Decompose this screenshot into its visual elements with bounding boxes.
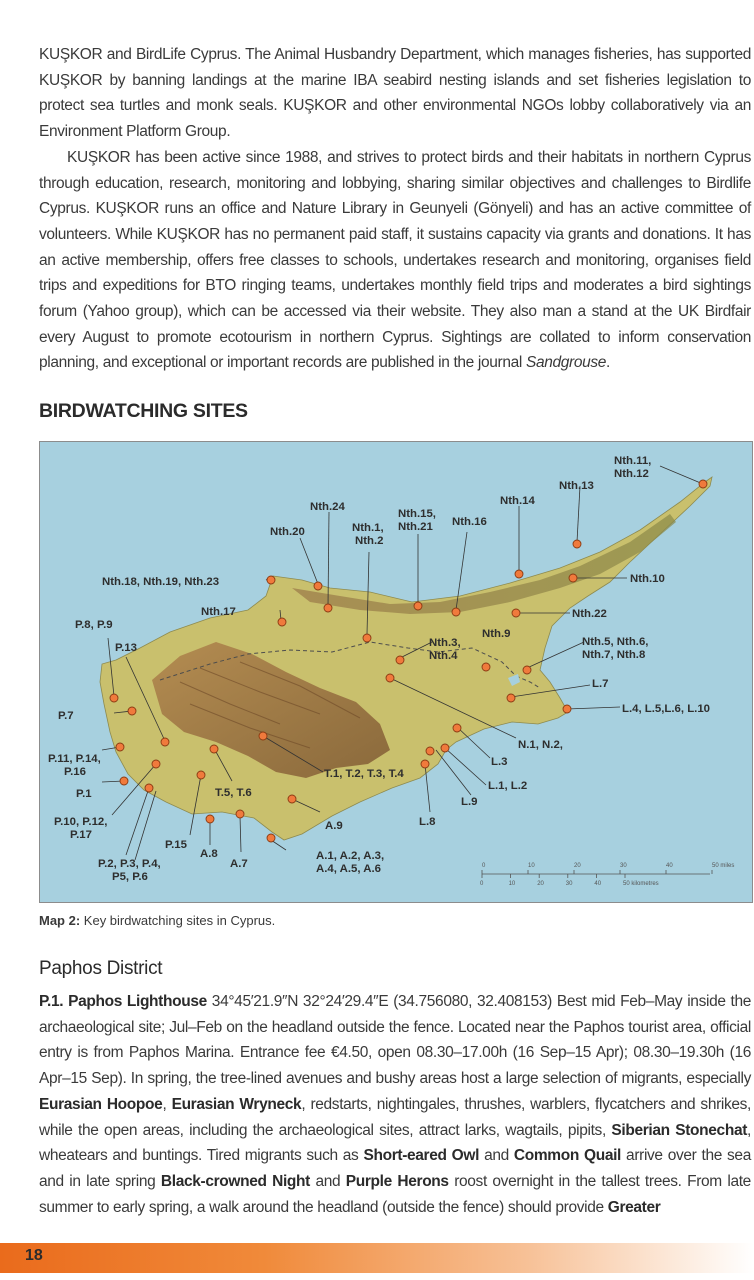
label-nth12: Nth.12: [614, 468, 649, 480]
label-t1: T.1, T.2, T.3, T.4: [324, 768, 404, 780]
label-nth3: Nth.3,: [429, 637, 461, 649]
species-wryneck: Eurasian Wryneck: [171, 1095, 302, 1113]
label-p10: P.10, P.12,: [54, 816, 108, 828]
label-a1: A.1, A.2, A.3,: [316, 850, 385, 862]
label-nth18: Nth.18, Nth.19, Nth.23: [102, 576, 220, 588]
scale-mile-label: 20: [574, 863, 581, 869]
site-text-4: and: [484, 1147, 509, 1165]
scale-bar: [480, 863, 734, 887]
label-n1: N.1, N.2,: [518, 739, 563, 751]
label-a8: A.8: [200, 848, 218, 860]
label-a7: A.7: [230, 858, 248, 870]
label-nth15: Nth.15,: [398, 508, 436, 520]
label-p11: P.11, P.14,: [48, 753, 101, 765]
intro-paragraph-1: KUŞKOR and BirdLife Cyprus. The Animal Husbandry Department, which manages fisheries, has supported KUŞKOR by banning landings at the marine IBA seabird nesting islands and set fisheries legislation to protect sea turtles and monk seals. KUŞKOR and other environmental NGOs lobby collaboratively via an Environment Platform Group.: [39, 46, 751, 141]
scale-mile-label: 40: [666, 863, 673, 869]
site-code: P.1.: [39, 993, 64, 1010]
label-l3: L.3: [491, 756, 508, 768]
label-nth1: Nth.1,: [352, 522, 384, 534]
label-l7: L.7: [592, 678, 609, 690]
label-nth24: Nth.24: [310, 501, 345, 513]
label-nth13: Nth.13: [559, 480, 594, 492]
label-l8: L.8: [419, 816, 436, 828]
label-nth4: Nth.4: [429, 650, 458, 662]
species-purple-heron: Purple Herons: [345, 1172, 449, 1190]
scale-km-label: 50 kilometres: [623, 881, 659, 887]
label-nth17: Nth.17: [201, 606, 236, 618]
label-p16: P.16: [64, 766, 86, 778]
caption-label: Map 2:: [39, 913, 81, 928]
species-hoopoe: Eurasian Hoopoe: [39, 1095, 163, 1113]
scale-km-label: 0: [480, 881, 484, 887]
scale-km-label: 20: [537, 881, 544, 887]
label-p2: P.2, P.3, P.4,: [98, 858, 161, 870]
label-p13: P.13: [115, 642, 137, 654]
label-nth2: Nth.2: [355, 535, 384, 547]
scale-mile-label: 30: [620, 863, 627, 869]
label-nth5: Nth.5, Nth.6,: [582, 636, 649, 648]
site-text-5: arrive over the sea and in late spring: [39, 1147, 751, 1190]
label-a9: A.9: [325, 820, 343, 832]
label-nth10: Nth.10: [630, 573, 665, 585]
site-text-7: roost overnight in the tallest trees. From late summer to early spring, a walk around the headland (outside the fence) should provide: [39, 1172, 751, 1216]
scale-mile-label: 10: [528, 863, 535, 869]
label-l4: L.4, L.5,L.6, L.10: [622, 703, 710, 715]
caption-text: Key birdwatching sites in Cyprus.: [83, 913, 276, 928]
intro-paragraph-2-text: KUŞKOR has been active since 1988, and strives to protect birds and their habitats in northern Cyprus through education, research, monitoring and lobbying, sharing similar objectives and challenges to Birdlife Cyprus. KUŞKOR runs an office and Nature Library in Geunyeli (Gönyeli) and has an active committee of volunteers. While KUŞKOR has no permanent paid staff, it sustains capacity via grants and donations. It has an active membership, offers free classes to schools, undertakes research and monitoring, organises field trips and expeditions for BTO ringing teams, undertakes monthly field trips and moderates a bird sightings forum (Yahoo group), which can be accessed via their website. They also man a stand at the UK Birdfair every August to promote ecotourism in northern Cyprus. Sightings are collated to inform conservation planning, and exceptional or important records are published in the journal: [39, 148, 751, 372]
label-nth21: Nth.21: [398, 521, 433, 533]
journal-name: Sandgrouse: [525, 354, 607, 372]
label-nth9: Nth.9: [482, 628, 511, 640]
footer-bar: [0, 1243, 754, 1273]
section-title: BIRDWATCHING SITES: [39, 400, 248, 422]
site-coords: 34°45′21.9″N 32°24′29.4″E (34.756080, 32.408153): [211, 993, 552, 1010]
label-nth7: Nth.7, Nth.8: [582, 649, 646, 661]
label-nth14: Nth.14: [500, 495, 535, 507]
site-p1: P.1. Paphos Lighthouse 34°45′21.9″N 32°24′29.4″E (34.756080, 32.408153) Best mid Feb–May inside the archaeological site; Jul–Feb on the headland outside the fence. Located near the Paphos tourist area, official entry is from Paphos Marina. Entrance fee €4.50, open 08.30–17.00h (16 Sep–15 Apr); 08.30–19.30h (16 Apr–15 Sep). In spring, the tree-lined avenues and bushy areas host a large selection of migrants, especially Eurasian Hoopoe, Eurasian Wryneck, redstarts, nightingales, thrushes, warblers, flycatchers and shrikes, while the open areas, including the archaeological sites, attract larks, wagtails, pipits, Siberian Stonechat, wheatears and buntings. Tired migrants such as Short-eared Owl and Common Quail arrive over the sea and in late spring Black-crowned Night and Purple Herons roost overnight in the tallest trees. From late summer to early spring, a walk around the headland (outside the fence) should provide Greater: [39, 993, 752, 1216]
label-p17: P.17: [70, 829, 92, 841]
label-nth16: Nth.16: [452, 516, 487, 528]
intro-paragraph-2-end: .: [606, 354, 611, 372]
site-text-1: Best mid Feb–May inside the archaeological site; Jul–Feb on the headland outside the fence. Located near the Paphos tourist area, official entry is from Paphos Marina. Entrance fee €4.50, open 08.30–17.00h (16 Sep–15 Apr); 08.30–19.30h (16 Apr–15 Sep). In spring, the tree-lined avenues and bushy areas host a large selection of migrants, especially: [39, 993, 751, 1088]
species-night-heron: Black-crowned Night: [160, 1172, 310, 1190]
page-number: 18: [25, 1247, 43, 1264]
site-text-2: , redstarts, nightingales, thrushes, warblers, flycatchers and shrikes, while the open areas, including the archaeological sites, attract larks, wagtails, pipits,: [39, 1095, 752, 1139]
label-t5: T.5, T.6: [215, 787, 252, 799]
label-p15: P.15: [165, 839, 187, 851]
label-p7: P.7: [58, 710, 74, 722]
scale-mile-label: 50 miles: [712, 863, 735, 869]
label-l9: L.9: [461, 796, 478, 808]
scale-km-label: 40: [594, 881, 602, 887]
cyprus-map: [39, 441, 753, 903]
label-nth11: Nth.11,: [614, 455, 652, 467]
species-stonechat: Siberian Stonechat: [611, 1121, 748, 1139]
site-text-3: , wheatears and buntings. Tired migrants such as: [39, 1121, 751, 1165]
scale-mile-label: 0: [482, 863, 486, 869]
site-name: Paphos Lighthouse: [68, 993, 207, 1010]
scale-km-label: 30: [565, 881, 573, 887]
label-l1: L.1, L.2: [488, 780, 528, 792]
species-quail: Common Quail: [513, 1147, 622, 1165]
district-title: Paphos District: [39, 958, 163, 979]
scale-km-label: 10: [508, 881, 516, 887]
site-entry: [39, 989, 751, 1220]
site-text-6: and: [315, 1172, 341, 1190]
label-nth22: Nth.22: [572, 608, 607, 620]
label-a4: A.4, A.5, A.6: [316, 863, 381, 875]
label-nth20: Nth.20: [270, 526, 305, 538]
intro-paragraph-2: [39, 145, 751, 376]
label-p8: P.8, P.9: [75, 619, 113, 631]
species-owl: Short-eared Owl: [363, 1147, 480, 1165]
intro-text: [39, 42, 751, 376]
species-greater: Greater: [607, 1198, 661, 1216]
label-p5: P5, P.6: [112, 871, 148, 883]
map-caption: [39, 913, 275, 928]
map-svg: [40, 442, 752, 902]
label-p1: P.1: [76, 788, 92, 800]
